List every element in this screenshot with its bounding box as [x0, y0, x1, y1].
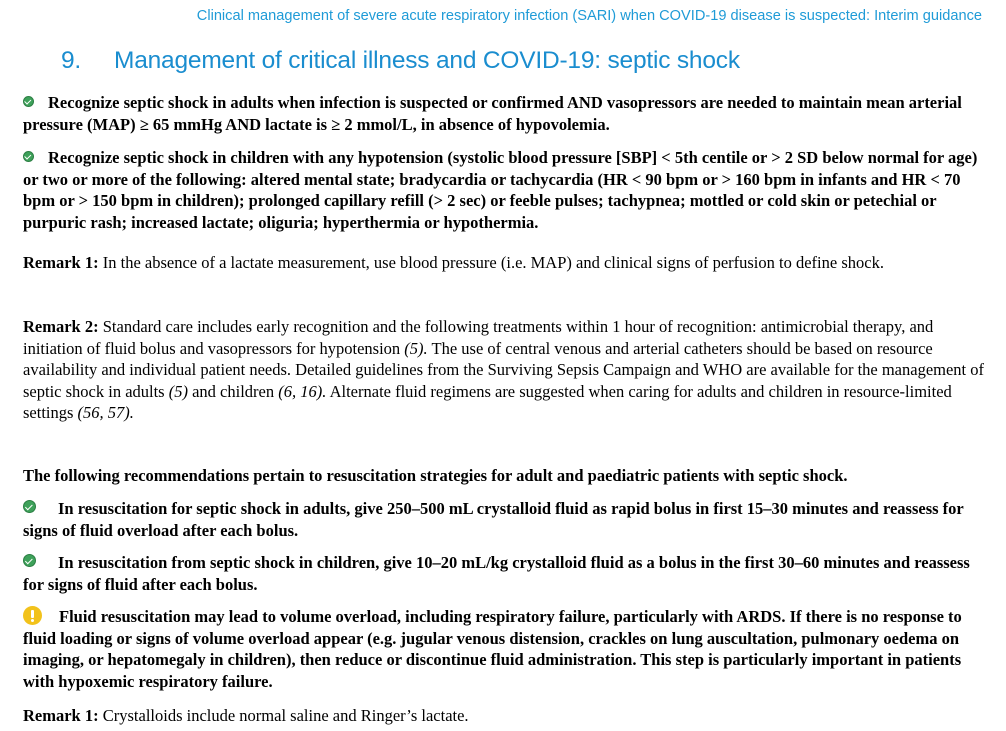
recommendation-child-recognition — [23, 147, 988, 233]
check-circle-icon — [23, 96, 34, 107]
citation: (56, 57). — [77, 403, 134, 422]
remark-label: Remark 2: — [23, 317, 99, 336]
remark-2 — [23, 316, 988, 424]
section-heading — [61, 47, 740, 75]
remark-text: and children — [187, 381, 279, 401]
remark-text: The use of central venous and arterial catheters should be based on resource availability and individual patient needs. Detailed guidelines from the Surviving Sepsis Campaign and WHO are available for the management of septic shock in adults — [23, 338, 985, 401]
check-circle-icon — [23, 151, 34, 162]
remark-1 — [23, 252, 988, 274]
recommendation-text: Recognize septic shock in children with any hypotension (systolic blood pressure [SBP] < 5th centile or > 2 SD below normal for age) or two or more of the following: altered mental state; bradycardia or tachycardia (HR < 90 bpm or > 160 bpm in infants and HR < 70 bpm or > 150 bpm in children); prolonged capillary refill (> 2 sec) or feeble pulses; tachypnea; mottled or cold skin or petechial or purpuric rash; increased lactate; oliguria; hyperthermia or hypothermia. — [23, 148, 978, 232]
check-circle-icon — [23, 554, 36, 567]
recommendation-text: In resuscitation from septic shock in children, give 10–20 mL/kg crystalloid fluid as a bolus in the first 30–60 minutes and reassess for signs of fluid after each bolus. — [23, 553, 970, 594]
recommendation-text: In resuscitation for septic shock in adults, give 250–500 mL crystalloid fluid as rapid bolus in first 15–30 minutes and reassess for signs of fluid overload after each bolus. — [23, 499, 964, 540]
exclamation-circle-icon — [23, 606, 42, 625]
remark-label: Remark 1: — [23, 253, 99, 272]
recommendation-child-resuscitation — [23, 552, 988, 595]
caution-fluid-overload — [23, 606, 988, 692]
remark-text: Crystalloids include normal saline and Ringer’s lactate. — [98, 706, 469, 725]
recommendation-adult-recognition — [23, 92, 988, 135]
citation: (5) — [168, 381, 188, 401]
citation: (6, 16). — [278, 381, 327, 401]
citation: (5). — [404, 338, 428, 358]
recommendation-adult-resuscitation — [23, 498, 988, 541]
remark-text: In the absence of a lactate measurement, use blood pressure (i.e. MAP) and clinical signs of perfusion to define shock. — [98, 253, 884, 272]
remark-text: Standard care includes early recognition and the following treatments within 1 hour of recognition: antimicrobial therapy, and initiation of fluid bolus and vasopressors for hypotension — [23, 317, 934, 358]
section-title: Management of critical illness and COVID-19: septic shock — [114, 47, 740, 74]
remark-crystalloids — [23, 705, 988, 727]
recommendation-text: Recognize septic shock in adults when infection is suspected or confirmed AND vasopressors are needed to maintain mean arterial pressure (MAP) ≥ 65 mmHg AND lactate is ≥ 2 mmol/L, in absence of hypovolemia. — [23, 93, 962, 134]
running-header: Clinical management of severe acute respiratory infection (SARI) when COVID-19 disease is suspected: Interim guidance — [196, 8, 982, 24]
caution-text: Fluid resuscitation may lead to volume overload, including respiratory failure, particularly with ARDS. If there is no response to fluid loading or signs of volume overload appear (e.g. jugular venous distension, crackles on lung auscultation, pulmonary oedema on imaging, or hepatomegaly in children), then reduce or discontinue fluid administration. This step is particularly important in patients with hypoxemic respiratory failure. — [23, 607, 962, 691]
remark-label: Remark 1: — [23, 706, 99, 725]
remark-text: Alternate fluid regimens are suggested when caring for adults and children in resource-limited settings — [23, 381, 952, 422]
resuscitation-intro: The following recommendations pertain to resuscitation strategies for adult and paediatric patients with septic shock. — [23, 466, 848, 485]
check-circle-icon — [23, 500, 36, 513]
section-number: 9. — [61, 47, 82, 74]
